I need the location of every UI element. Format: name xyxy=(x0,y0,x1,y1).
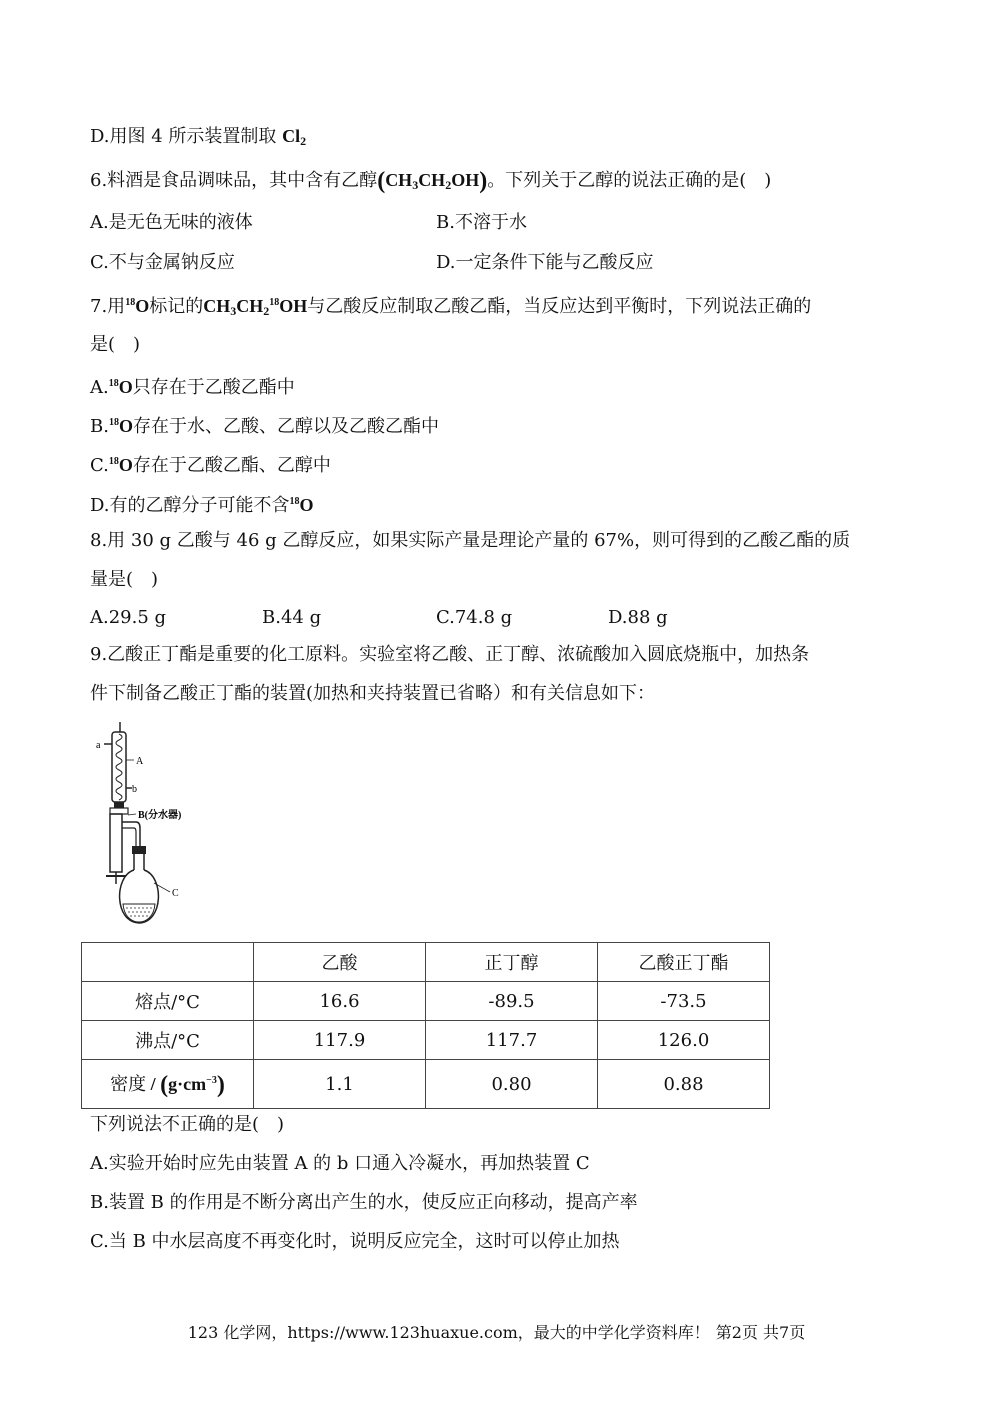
table-cell: 126.0 xyxy=(598,1021,770,1060)
q5-option-d-text: D.用图 4 所示装置制取 xyxy=(90,126,277,147)
q7-option-a: A.$^{18}$O只存在于乙酸乙酯中 xyxy=(90,377,295,398)
table-header-cell: 乙酸 xyxy=(254,943,426,982)
q8-stem: 8.用 30 g 乙酸与 46 g 乙醇反应，如果实际产量是理论产量的 67%，则可得到的乙酸乙酯的质 xyxy=(90,530,851,551)
q9-option-c: C.当 B 中水层高度不再变化时，说明反应完全，这时可以停止加热 xyxy=(90,1231,620,1252)
q6-stem-pre: 6.料酒是食品调味品，其中含有乙醇 xyxy=(90,170,378,191)
table-row-label: 密度 / $(g\cdot cm^{-3})$ xyxy=(82,1060,254,1109)
table-row-label: 沸点/°C xyxy=(82,1021,254,1060)
q7-stem: 7.用$^{18}$O标记的$CH_3CH_2^{18}OH$与乙酸反应制取乙酸乙酯，当反应达到平衡时，下列说法正确的 xyxy=(90,296,812,318)
label-B: B(分水器) xyxy=(138,810,182,821)
apparatus-diagram xyxy=(92,718,202,930)
q6-stem-post: 。下列关于乙醇的说法正确的是( ) xyxy=(487,170,772,191)
label-a: a xyxy=(96,740,101,751)
table-cell: 16.6 xyxy=(254,982,426,1021)
cl2-formula: $Cl_2$ xyxy=(282,126,307,148)
q9-stem-line2: 件下制备乙酸正丁酯的装置(加热和夹持装置已省略）和有关信息如下： xyxy=(90,683,656,704)
q6-option-d: D.一定条件下能与乙酸反应 xyxy=(436,252,654,273)
q7-option-c: C.$^{18}$O存在于乙酸乙酯、乙醇中 xyxy=(90,455,331,476)
table-row xyxy=(82,1060,770,1109)
q5-option-d xyxy=(90,124,306,153)
q6-option-c: C.不与金属钠反应 xyxy=(90,252,235,273)
q9-option-a: A.实验开始时应先由装置 A 的 b 口通入冷凝水，再加热装置 C xyxy=(90,1153,590,1174)
table-cell: -73.5 xyxy=(598,982,770,1021)
q6-stem xyxy=(90,168,771,197)
label-b: b xyxy=(132,784,137,795)
q8-option-d: D.88 g xyxy=(608,607,668,628)
ethanol-formula: $(CH_3CH_2OH)$ xyxy=(377,168,488,194)
table-row-label: 熔点/°C xyxy=(82,982,254,1021)
table-row xyxy=(82,1021,770,1060)
table-header-cell: 乙酸正丁酯 xyxy=(598,943,770,982)
table-cell: 0.88 xyxy=(598,1060,770,1109)
page-footer xyxy=(0,1322,993,1344)
table-header-row xyxy=(82,943,770,982)
labeled-ethanol-formula: $CH_3CH_2^{18}OH$ xyxy=(203,296,308,318)
footer-site: 123 化学网，https://www.123huaxue.com，最大的中学化学资料库！ xyxy=(187,1323,710,1342)
properties-table xyxy=(81,942,770,1109)
q8-option-c: C.74.8 g xyxy=(436,607,513,628)
table-row xyxy=(82,982,770,1021)
q7-option-d: D.有的乙醇分子可能不含$^{18}$O xyxy=(90,495,314,516)
table-header-cell xyxy=(82,943,254,982)
footer-page-number: 第2页 共7页 xyxy=(715,1323,806,1342)
label-A: A xyxy=(136,756,144,767)
table-cell: 117.7 xyxy=(426,1021,598,1060)
q8-option-a: A.29.5 g xyxy=(90,607,167,628)
q7-option-b: B.$^{18}$O存在于水、乙酸、乙醇以及乙酸乙酯中 xyxy=(90,416,439,437)
q6-option-a: A.是无色无味的液体 xyxy=(90,212,253,233)
table-cell: 117.9 xyxy=(254,1021,426,1060)
q9-stem: 9.乙酸正丁酯是重要的化工原料。实验室将乙酸、正丁醇、浓硫酸加入圆底烧瓶中，加热条 xyxy=(90,644,810,665)
q9-option-b: B.装置 B 的作用是不断分离出产生的水，使反应正向移动，提高产率 xyxy=(90,1192,638,1213)
table-cell: 0.80 xyxy=(426,1060,598,1109)
o18-isotope: $^{18}$O xyxy=(125,296,150,316)
table-cell: -89.5 xyxy=(426,982,598,1021)
q7-stem-line2: 是( ) xyxy=(90,334,141,355)
table-cell: 1.1 xyxy=(254,1060,426,1109)
q6-option-b: B.不溶于水 xyxy=(436,212,527,233)
label-C: C xyxy=(172,888,179,899)
q9-prompt: 下列说法不正确的是( ) xyxy=(90,1114,285,1135)
q8-stem-line2: 量是( ) xyxy=(90,569,159,590)
table-header-cell: 正丁醇 xyxy=(426,943,598,982)
q8-option-b: B.44 g xyxy=(262,607,322,628)
